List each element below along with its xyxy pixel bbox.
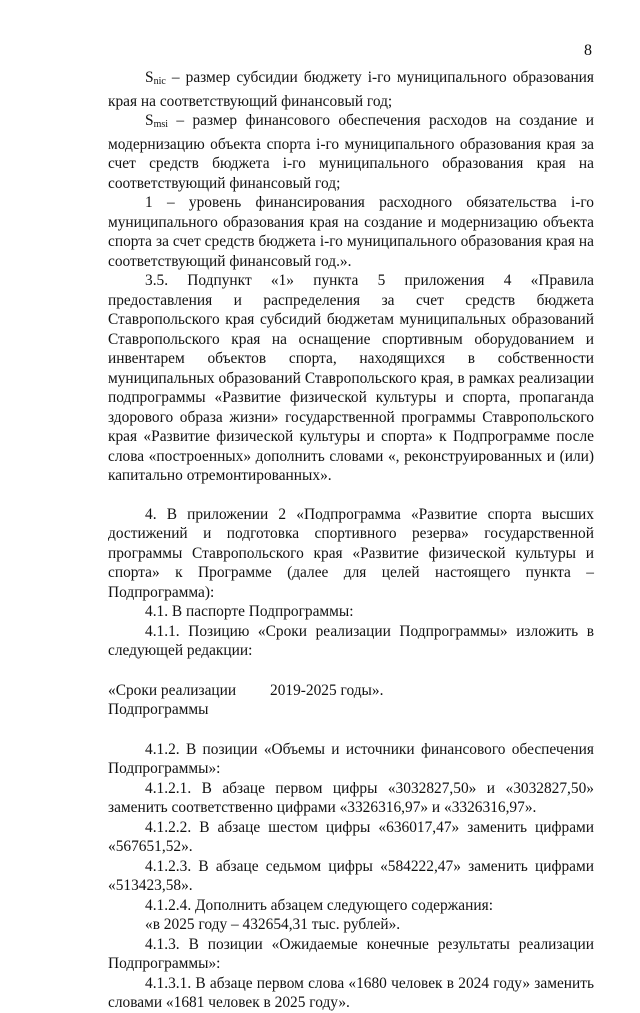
paragraph-4-1-3: 4.1.3. В позиции «Ожидаемые конечные результаты реализации Подпрограммы»:	[108, 935, 594, 972]
page-number: 8	[584, 42, 592, 59]
s-msi-subscript: msi	[153, 119, 169, 130]
quote-2025: «в 2025 году – 432654,31 тыс. рублей».	[145, 916, 401, 933]
definition-s-msi	[108, 111, 594, 193]
definition-l: 1 – уровень финансирования расходного обязательства i-го муниципального образования края на создание и модернизацию объекта спорта за счет средств бюджета i-го муниципального образования края на соответствующий финансовый год.».	[108, 194, 594, 270]
terms-label-line1: «Сроки реализации	[108, 681, 237, 699]
document-body	[108, 68, 594, 1013]
terms-label-line2: Подпрограммы	[108, 701, 209, 718]
s-msi-symbol: S	[145, 112, 154, 129]
paragraph-4-1-2-2: 4.1.2.2. В абзаце шестом цифры «636017,47» заменить цифрами «567651,52».	[108, 818, 594, 855]
paragraph-4-1-2-3: 4.1.2.3. В абзаце седьмом цифры «584222,47» заменить цифрами «513423,58».	[108, 857, 594, 894]
spacer	[108, 661, 594, 681]
paragraph-4-1: 4.1. В паспорте Подпрограммы:	[145, 603, 354, 620]
paragraph-4-1-2-4: 4.1.2.4. Дополнить абзацем следующего содержания:	[145, 896, 493, 914]
terms-label	[108, 681, 270, 720]
terms-value: 2019-2025 годы».	[270, 681, 384, 699]
paragraph-4-1-1: 4.1.1. Позицию «Сроки реализации Подпрограммы» изложить в следующей редакции:	[108, 622, 594, 659]
s-nic-subscript: nic	[153, 76, 166, 87]
spacer	[108, 720, 594, 740]
paragraph-4-1-3-1: 4.1.3.1. В абзаце первом слова «1680 человек в 2024 году» заменить словами «1681 человек в 2025 году».	[108, 974, 594, 1011]
spacer	[108, 486, 594, 505]
s-nic-symbol: S	[145, 69, 154, 86]
paragraph-4-1-2: 4.1.2. В позиции «Объемы и источники финансового обеспечения Подпрограммы»:	[108, 740, 594, 777]
definition-s-nic	[108, 68, 594, 111]
terms-block	[108, 681, 594, 720]
paragraph-4-1-2-1: 4.1.2.1. В абзаце первом цифры «3032827,50» и «3032827,50» заменить соответственно цифрами «3326316,97» и «3326316,97».	[108, 779, 594, 816]
s-nic-text: – размер субсидии бюджету i-го муниципального образования края на соответствующий финансовый год;	[108, 69, 594, 110]
paragraph-3-5: 3.5. Подпункт «1» пункта 5 приложения 4 «Правила предоставления и распределения за счет средств бюджета Ставропольского края субсидий бюджетам муниципальных образований Ставропольского края на оснащение спортивным оборудованием и инвентарем объектов спорта, находящихся в собственности муниципальных образований Ставропольского края, в рамках реализации подпрограммы «Развитие физической культуры и спорта, пропаганда здорового образа жизни» государственной программы Ставропольского края «Развитие физической культуры и спорта» к Подпрограмме после слова «построенных» дополнить словами «, реконструированных и (или) капитально отремонтированных».	[108, 272, 594, 484]
paragraph-4: 4. В приложении 2 «Подпрограмма «Развитие спорта высших достижений и подготовка спортивного резерва» государственной программы Ставропольского края «Развитие физической культуры и спорта» к Программе (далее для целей настоящего пункта – Подпрограмма):	[108, 505, 594, 601]
s-msi-text: – размер финансового обеспечения расходов на создание и модернизацию объекта спорта i-го муниципального образования края за счет средств бюджета i-го муниципального образования края на соответствующий финансовый год;	[108, 112, 594, 192]
